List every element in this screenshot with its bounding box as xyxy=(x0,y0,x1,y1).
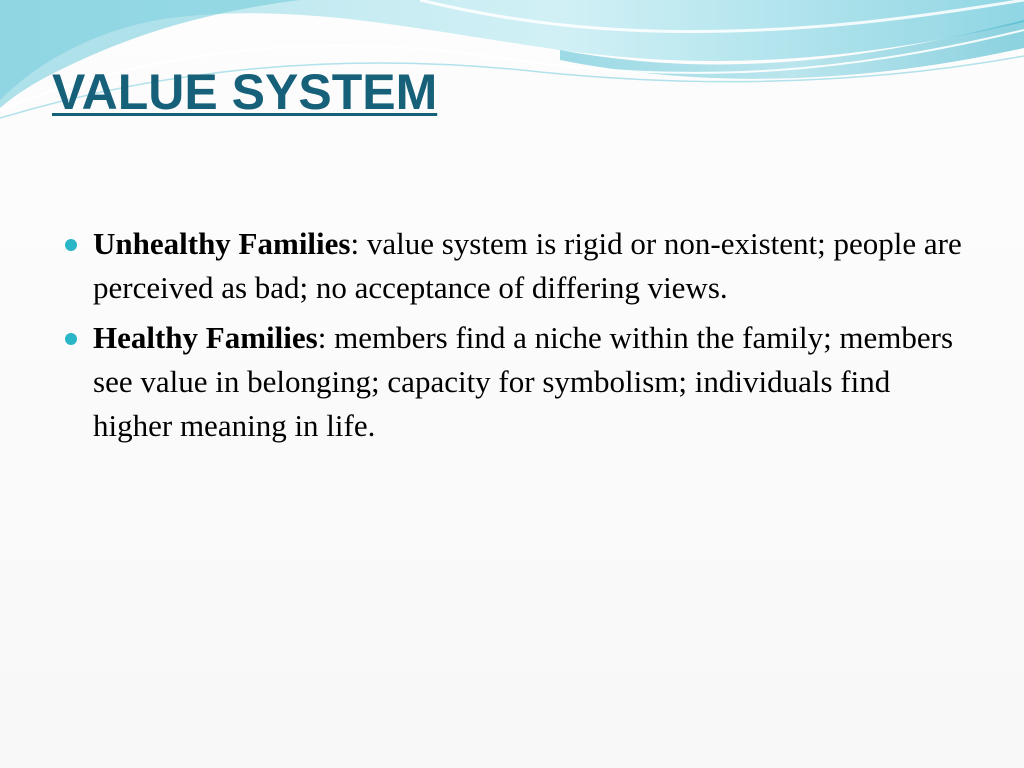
bullet-icon xyxy=(65,239,77,251)
bullet-text: : value system is rigid or non-existent; people are perceived as bad; no acceptance of differing views. xyxy=(93,226,962,305)
bullet-item-healthy-families xyxy=(62,316,962,448)
bullet-icon xyxy=(65,333,77,345)
bullet-text: : members find a niche within the family; members see value in belonging; capacity for symbolism; individuals find higher meaning in life. xyxy=(93,320,954,443)
bullet-term: Healthy Families xyxy=(93,320,318,355)
bullet-list xyxy=(62,222,962,454)
slide-title: VALUE SYSTEM xyxy=(52,64,438,120)
bullet-term: Unhealthy Families xyxy=(93,226,351,261)
bullet-item-unhealthy-families xyxy=(62,222,962,310)
